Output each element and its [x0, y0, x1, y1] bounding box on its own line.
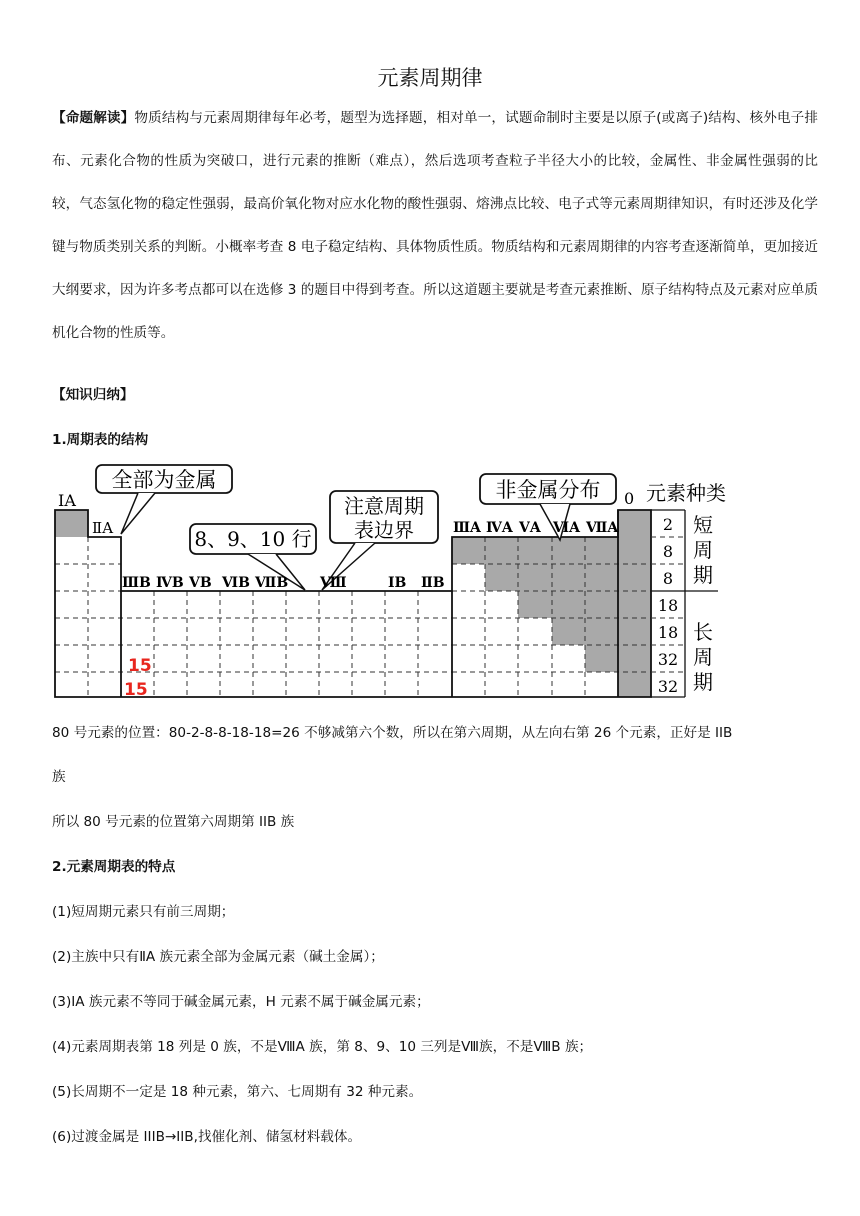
a-group-3: ⅥA	[553, 520, 580, 536]
intro-text: 物质结构与元素周期律每年必考，题型为选择题，相对单一，试题命制时主要是以原子(或离子)结构、核外电子排布、元素化合物的性质为突破口，进行元素的推断（难点），然后选项考查粒子半径大小的比较，金属性、非金属性强弱的比较，气态氢化物的稳定性强弱，最高价氧化物对应水化物的酸性强弱、熔沸点比较、电子式等元素周期律知识，有时还涉及化学键与物质类别关系的判断。小概率考查 8 电子稳定结构、具体物质性质。物质结构和元素周期律的内容考查逐渐简单，更加接近大纲要求，因为许多考点都可以在选修 3 的题目中得到考查。所以这道题主要就是考查元素推断、原子结构特点及元素对应单质机化合物的性质等。	[52, 110, 819, 341]
count-5: 32	[657, 650, 679, 669]
count-2: 8	[662, 569, 674, 588]
line-80-b: 族	[52, 769, 66, 785]
label-IB: ⅠB	[388, 575, 407, 591]
label-zero: 0	[624, 489, 635, 508]
label-IA: ⅠA	[58, 491, 76, 510]
b-group-3: ⅥB	[222, 575, 250, 591]
red-mark-1: 15	[124, 680, 148, 700]
count-6: 32	[657, 677, 679, 696]
short-period-1: 周	[693, 538, 713, 562]
b-group-1: ⅣB	[156, 575, 184, 591]
a-group-4: ⅦA	[586, 520, 619, 536]
point-1: (1)短周期元素只有前三周期；	[52, 904, 235, 920]
point-6: (6)过渡金属是 IIIB→IIB,找催化剂、储氢材料载体。	[52, 1129, 362, 1145]
label-IIA: ⅡA	[92, 519, 114, 537]
count-4: 18	[657, 623, 679, 642]
point-3: (3)ⅠA 族元素不等同于碱金属元素，H 元素不属于碱金属元素；	[52, 994, 430, 1010]
label-kinds: 元素种类	[646, 481, 726, 505]
knowledge-heading: 【知识归纳】	[52, 387, 134, 403]
long-period-0: 长	[693, 620, 713, 644]
svg-text:非金属分布: 非金属分布	[495, 478, 601, 502]
svg-text:全部为金属: 全部为金属	[111, 468, 217, 492]
svg-text:8、9、10 行: 8、9、10 行	[194, 527, 312, 551]
intro-label: 【命题解读】	[52, 110, 135, 126]
label-VIII: Ⅷ	[320, 575, 347, 591]
count-0: 2	[662, 515, 674, 534]
line-80-a: 80 号元素的位置：80-2-8-8-18-18=26 不够减第六个数，所以在第六周期，从左向右第 26 个元素，正好是 IIB	[52, 725, 733, 741]
label-IIB: ⅡB	[421, 575, 445, 591]
point-5: (5)长周期不一定是 18 种元素，第六、七周期有 32 种元素。	[52, 1084, 423, 1100]
count-1: 8	[662, 542, 674, 561]
page-title: 元素周期律	[377, 66, 483, 90]
long-period-2: 期	[693, 670, 713, 694]
periodic-table-diagram	[50, 462, 750, 702]
point-4: (4)元素周期表第 18 列是 0 族，不是ⅧA 族，第 8、9、10 三列是Ⅷ族，不是ⅧB 族；	[52, 1039, 593, 1055]
svg-text:表边界: 表边界	[354, 518, 414, 542]
b-group-2: ⅤB	[189, 575, 212, 591]
red-mark-0: 15	[128, 656, 152, 676]
short-period-0: 短	[693, 513, 713, 537]
short-period-2: 期	[693, 563, 713, 587]
section2-heading: 2.元素周期表的特点	[52, 859, 176, 875]
a-group-0: ⅢA	[453, 520, 481, 536]
section1-heading: 1.周期表的结构	[52, 432, 149, 448]
long-period-1: 周	[693, 645, 713, 669]
count-3: 18	[657, 596, 679, 615]
point-2: (2)主族中只有ⅡA 族元素全部为金属元素（碱土金属）；	[52, 949, 384, 965]
line-80-c: 所以 80 号元素的位置第六周期第 IIB 族	[52, 814, 295, 830]
a-group-2: ⅤA	[519, 520, 541, 536]
a-group-1: ⅣA	[486, 520, 513, 536]
svg-text:注意周期: 注意周期	[344, 494, 424, 518]
b-group-4: ⅦB	[255, 575, 289, 591]
intro-paragraph	[52, 97, 818, 355]
b-group-0: ⅢB	[122, 575, 151, 591]
